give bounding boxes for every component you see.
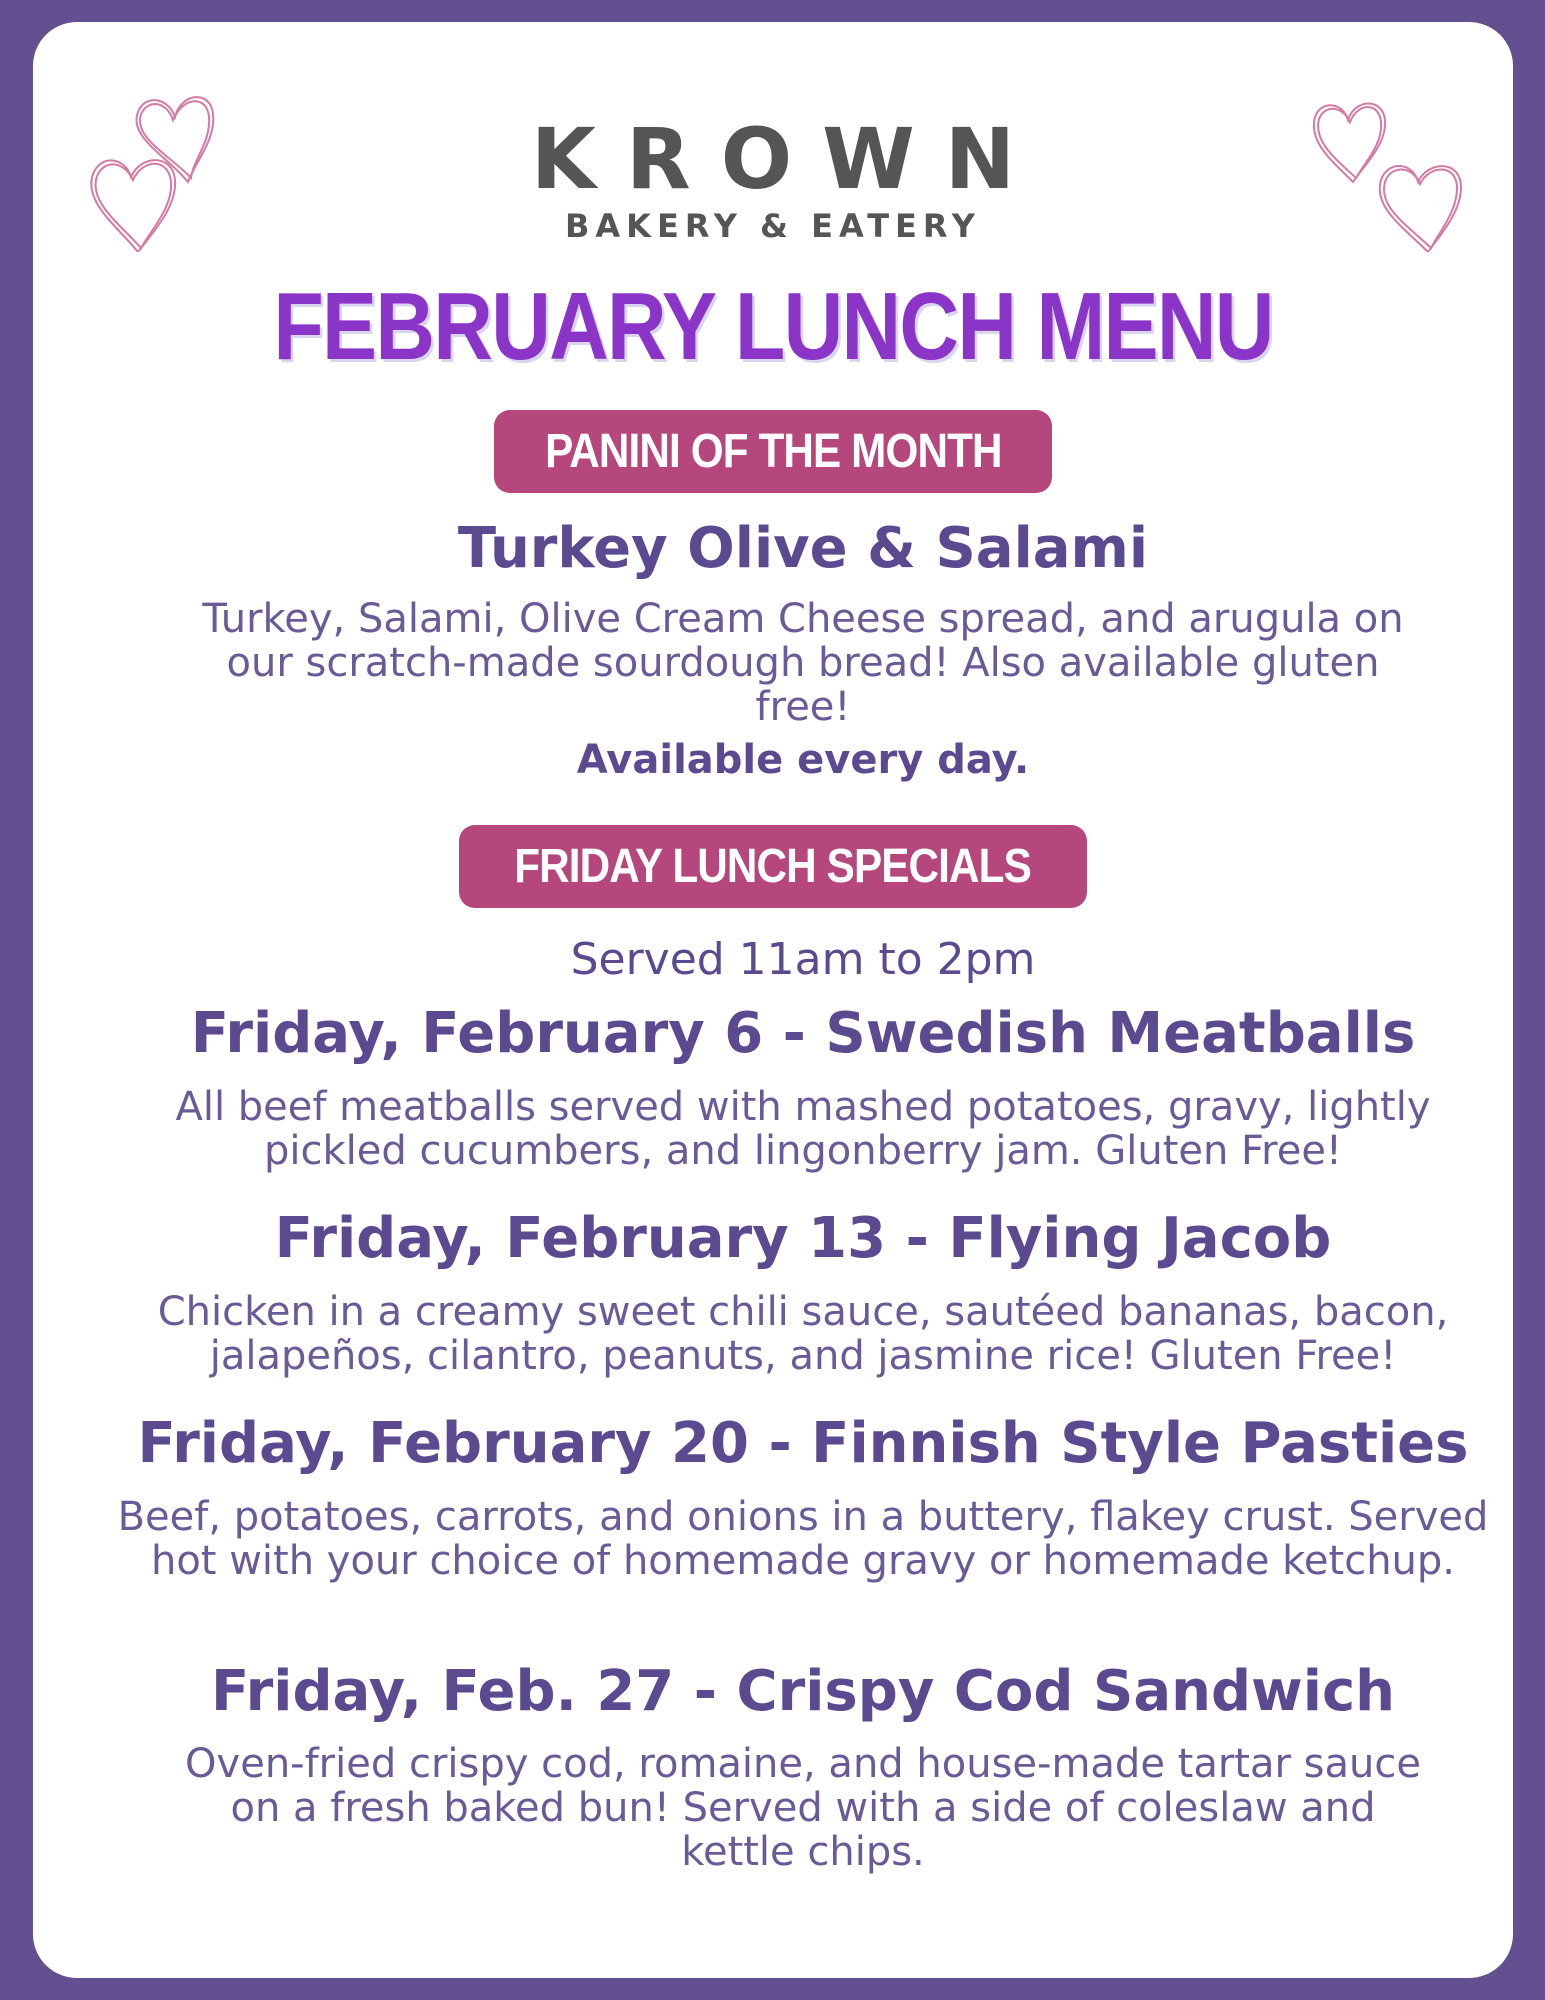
special-description: All beef meatballs served with mashed potatoes, gravy, lightly pickled cucumbers, and lingonberry jam. Gluten Free! bbox=[175, 1084, 1431, 1174]
panini-section-label-wrap bbox=[33, 410, 1513, 493]
friday-section-label-wrap bbox=[33, 825, 1513, 908]
panini-section-label bbox=[494, 410, 1053, 493]
menu-title: FEBRUARY LUNCH MENU bbox=[273, 273, 1273, 380]
panini-availability: Available every day. bbox=[576, 737, 1030, 783]
special-title: Friday, February 13 - Flying Jacob bbox=[274, 1206, 1332, 1271]
friday-section-label-text: FRIDAY LUNCH SPECIALS bbox=[514, 840, 1032, 893]
panini-title: Turkey Olive & Salami bbox=[457, 516, 1149, 581]
special-description: Chicken in a creamy sweet chili sauce, sautéed bananas, bacon, jalapeños, cilantro, peanuts, and jasmine rice! Gluten Free! bbox=[157, 1289, 1449, 1379]
panini-section-label-text: PANINI OF THE MONTH bbox=[544, 425, 1002, 478]
brand-subtitle: BAKERY & EATERY bbox=[565, 207, 981, 245]
panini-description: Turkey, Salami, Olive Cream Cheese spread, and arugula on our scratch-made sourdough bread! Also available gluten free! bbox=[202, 596, 1404, 730]
special-description: Beef, potatoes, carrots, and onions in a buttery, flakey crust. Served hot with your choice of homemade gravy or homemade ketchup. bbox=[117, 1494, 1489, 1584]
special-title: Friday, Feb. 27 - Crispy Cod Sandwich bbox=[210, 1659, 1396, 1724]
special-description: Oven-fried crispy cod, romaine, and house-made tartar sauce on a fresh baked bun! Served with a side of coleslaw and kettle chips. bbox=[185, 1741, 1421, 1875]
brand-name: KROWN bbox=[530, 110, 1046, 208]
friday-served-hours: Served 11am to 2pm bbox=[570, 934, 1036, 985]
special-title: Friday, February 6 - Swedish Meatballs bbox=[190, 1001, 1416, 1066]
special-title: Friday, February 20 - Finnish Style Pasties bbox=[137, 1411, 1469, 1476]
menu-card bbox=[33, 22, 1513, 1978]
friday-section-label bbox=[459, 825, 1086, 908]
